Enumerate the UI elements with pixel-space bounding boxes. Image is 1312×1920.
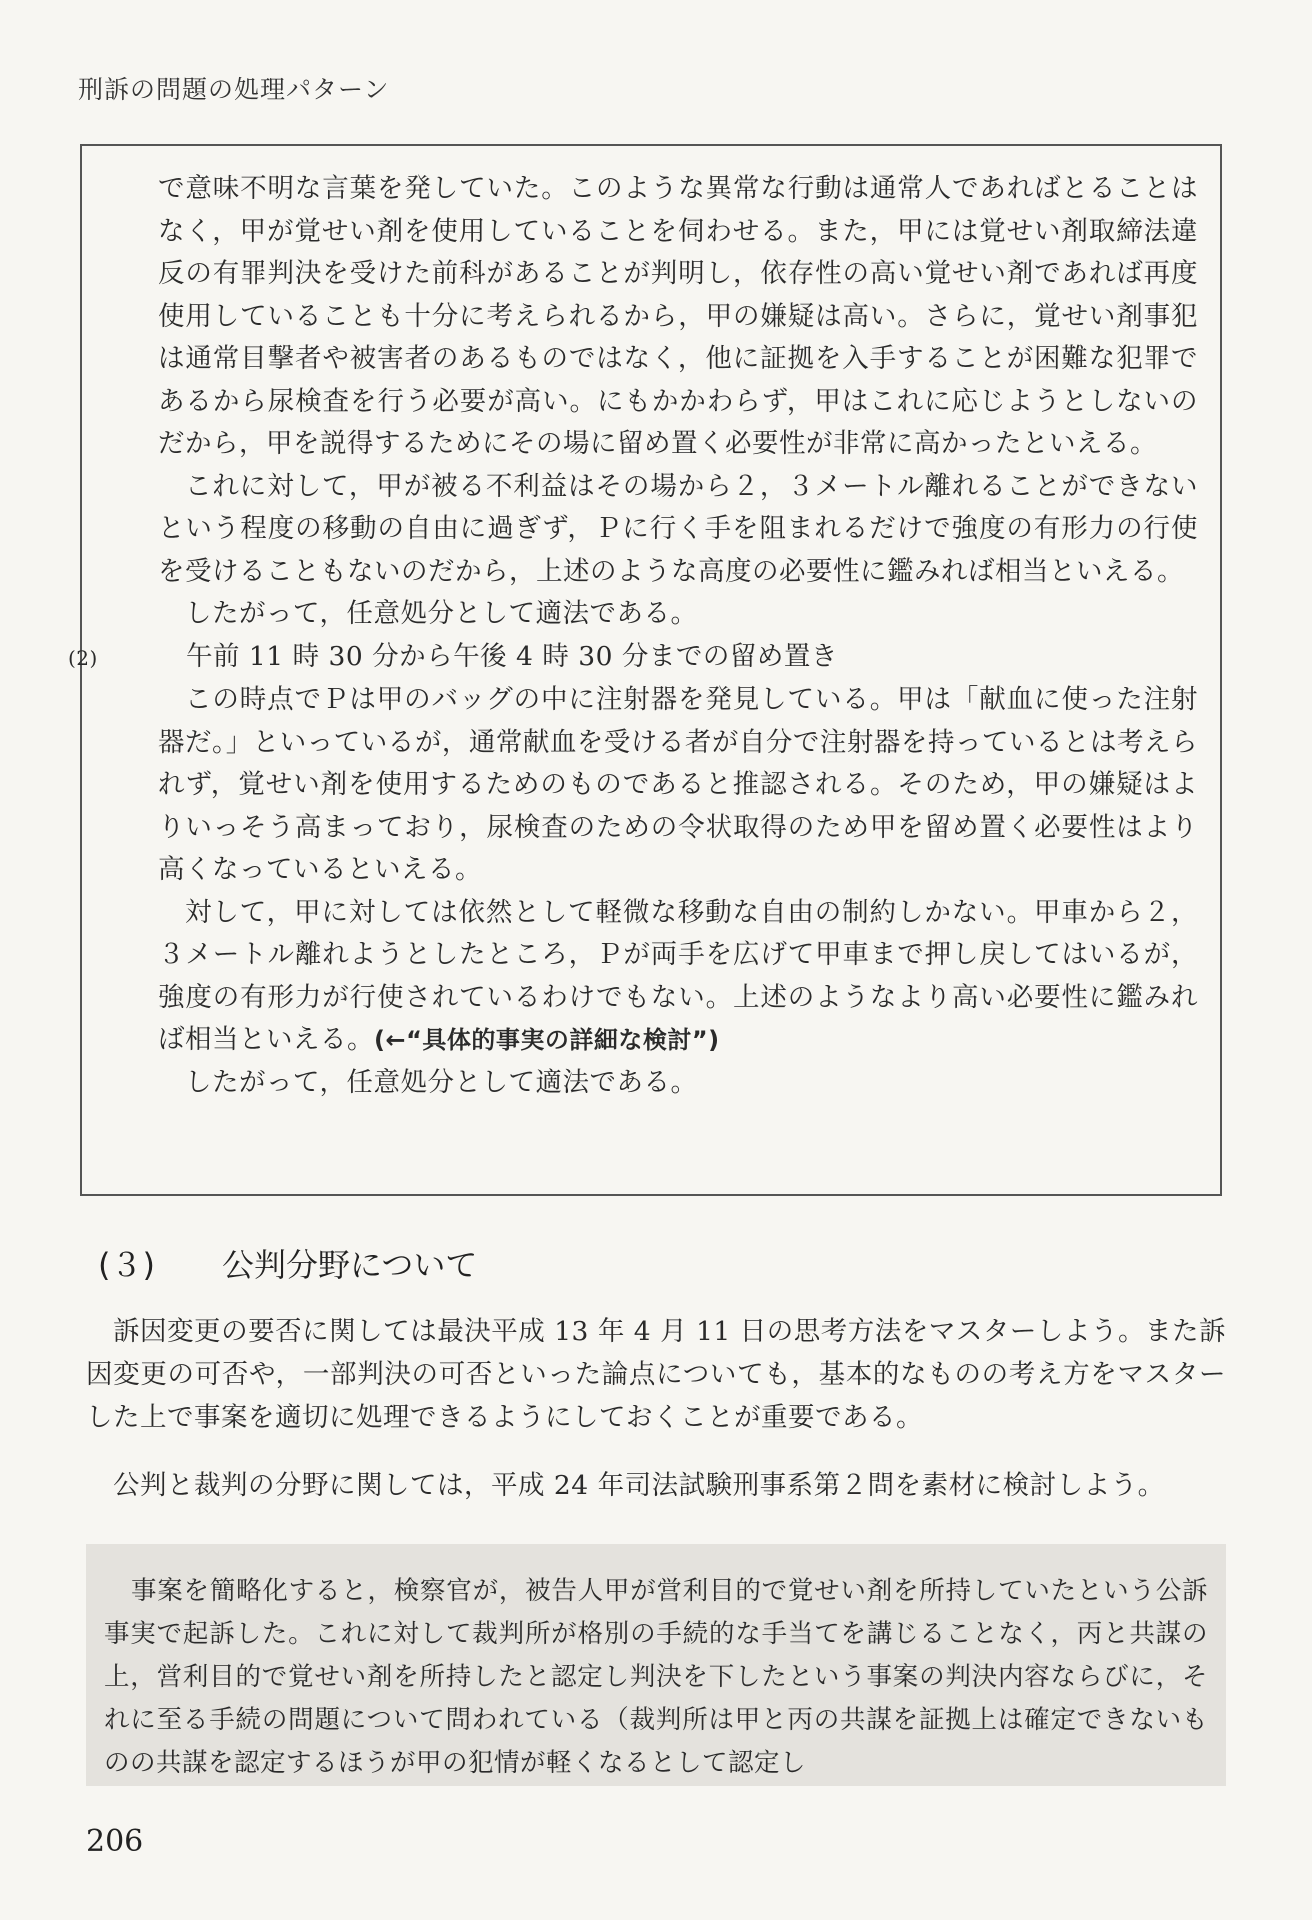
running-head: 刑訴の問題の処理パターン [78, 75, 390, 104]
answer-paragraph: したがって，任意処分として適法である。 [185, 1066, 698, 1098]
answer-paragraph: で意味不明な言葉を発していた。このような異常な行動は通常人であればとることはなく，甲が覚せい剤を使用していることを伺わせる。また，甲には覚せい剤取締法違反の有罪判決を受けた前科があることが判明し，依存性の高い覚せい剤であれば再度使用していることも十分に考えられるから，甲の嫌疑は高い。さらに，覚せい剤事犯は通常目撃者や被害者のあるものではなく，他に証拠を入手することが困難な犯罪であるから尿検査を行う必要が高い。にもかかわらず，甲はこれに応じようとしないのだから，甲を説得するためにその場に留め置く必要性が非常に高かったといえる。 [158, 173, 1198, 459]
section-heading [98, 1240, 477, 1286]
sub-heading-number: (2) [68, 645, 98, 670]
answer-paragraph [158, 892, 1198, 1062]
body-paragraph: 訴因変更の要否に関しては最決平成 13 年 4 月 11 日の思考方法をマスターしよう。また訴因変更の可否や，一部判決の可否といった論点についても，基本的なものの考え方をマスターした上で事案を適切に処理できるようにしておくことが重要である。 [86, 1316, 1226, 1433]
answer-box [68, 144, 1222, 1196]
answer-paragraph: これに対して，甲が被る不利益はその場から２，３メートル離れることができないという程度の移動の自由に過ぎず，Ｐに行く手を阻まれるだけで強度の有形力の行使を受けることもないのだから，上述のような高度の必要性に鑑みれば相当といえる。 [158, 470, 1198, 587]
case-summary-box [86, 1544, 1226, 1786]
answer-paragraph: この時点でＰは甲のバッグの中に注射器を発見している。甲は「献血に使った注射器だ。」といっているが，通常献血を受ける者が自分で注射器を持っているとは考えられず，覚せい剤を使用するためのものであると推認される。そのため，甲の嫌疑はよりいっそう高まっており，尿検査のための令状取得のため甲を留め置く必要性はより高くなっているといえる。 [158, 684, 1198, 885]
answer-text: 対して，甲に対しては依然として軽微な移動な自由の制約しかない。甲車から２，３メートル離れようとしたところ，Ｐが両手を広げて甲車まで押し戻してはいるが，強度の有形力が行使されているわけでもない。上述のようなより高い必要性に鑑みれば相当といえる。 [158, 896, 1198, 1055]
sub-heading [68, 636, 1198, 680]
section-number: (３) [98, 1246, 155, 1284]
section-title: 公判分野について [222, 1246, 478, 1284]
emphasis-note: (←“具体的事実の詳細な検討”) [374, 1026, 720, 1054]
sub-heading-title: 午前 11 時 30 分から午後 4 時 30 分までの留め置き [186, 640, 838, 672]
case-summary-text: 事案を簡略化すると，検察官が，被告人甲が営利目的で覚せい剤を所持していたという公訴事実で起訴した。これに対して裁判所が格別の手続的な手当てを講じることなく，丙と共謀の上，営利目的で覚せい剤を所持したと認定し判決を下したという事案の判決内容ならびに，それに至る手続の問題について問われている（裁判所は甲と丙の共謀を証拠上は確定できないものの共謀を認定するほうが甲の犯情が軽くなるとして認定し [104, 1576, 1208, 1778]
answer-paragraph: したがって，任意処分として適法である。 [185, 598, 698, 629]
body-paragraph: 公判と裁判の分野に関しては，平成 24 年司法試験刑事系第２問を素材に検討しよう。 [113, 1470, 1165, 1501]
page-number: 206 [86, 1824, 144, 1859]
